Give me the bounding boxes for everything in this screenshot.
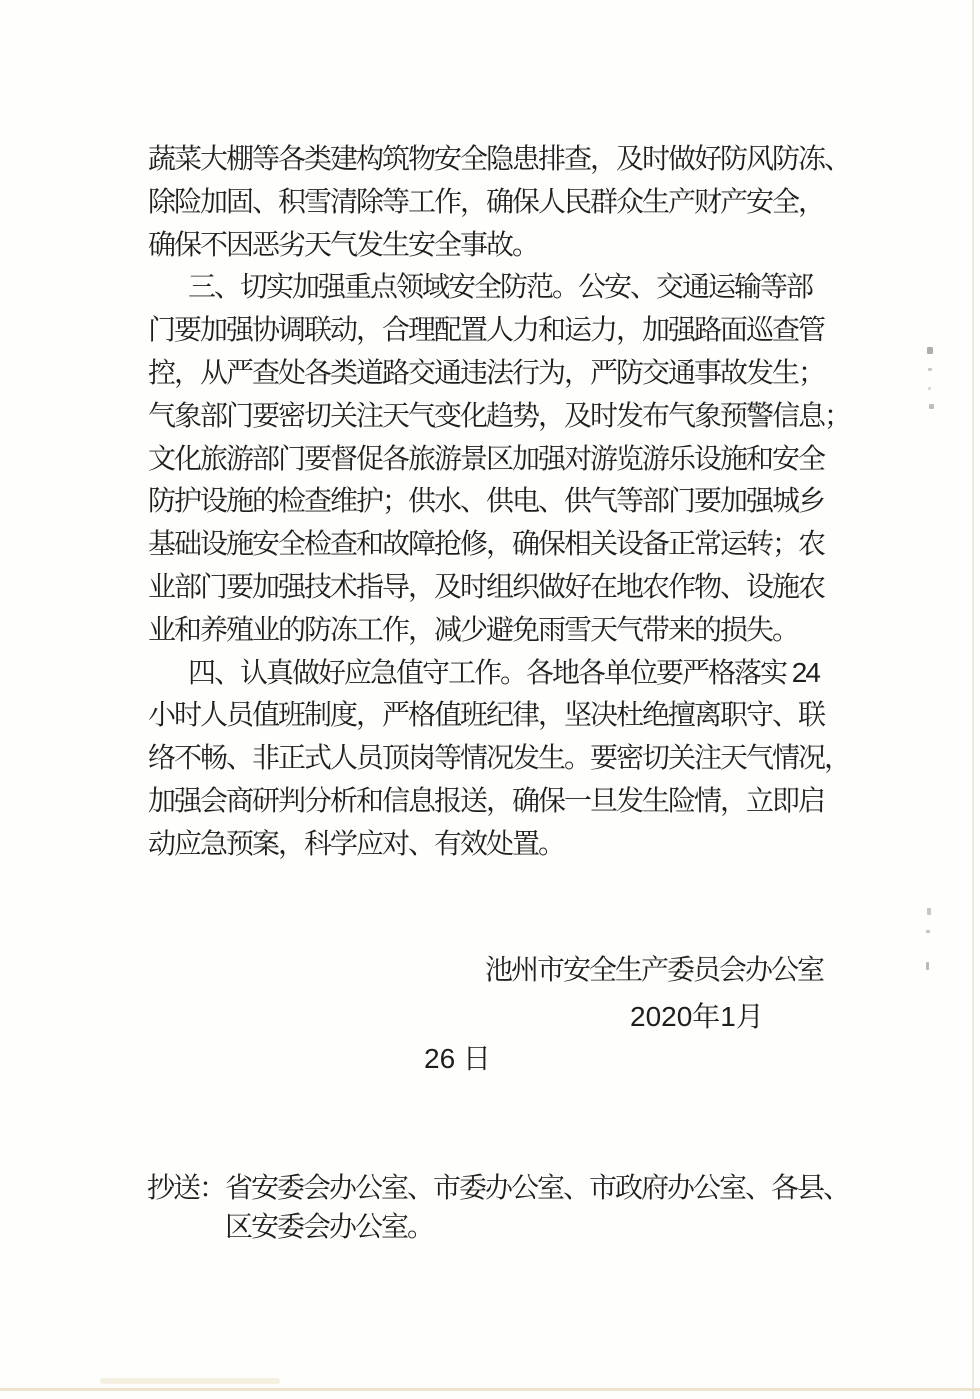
scan-speck [927, 908, 931, 915]
text-line: 小时人员值班制度，严格值班纪律，坚决杜绝擅离职守、联 [148, 699, 825, 731]
document-body [148, 138, 854, 866]
paragraph-section-4 [148, 652, 854, 866]
paragraph-continuation [148, 138, 854, 266]
signature-date-year-month: 2020年1月 [630, 1001, 764, 1032]
signature-date-day: 26 日 [424, 1043, 491, 1074]
scan-speck [928, 387, 931, 390]
text-line: 气象部门要密切关注天气变化趋势，及时发布气象预警信息； [148, 399, 851, 431]
page-edge-vertical-line [972, 0, 974, 1399]
paragraph-section-3 [148, 266, 854, 651]
scan-speck [926, 930, 930, 933]
text-line: 确保不因恶劣天气发生安全事故。 [148, 228, 539, 260]
scan-speck [929, 404, 934, 409]
text-line: 加强会商研判分析和信息报送，确保一旦发生险情，立即启 [148, 784, 825, 816]
text-line: 业和养殖业的防冻工作，减少避免雨雪天气带来的损失。 [148, 613, 799, 645]
text-line: 蔬菜大棚等各类建构筑物安全隐患排查，及时做好防风防冻、 [148, 143, 851, 174]
text-line: 防护设施的检查维护；供水、供电、供气等部门要加强城乡 [148, 485, 825, 517]
scan-smudge [100, 1378, 280, 1384]
text-line: 门要加强协调联动，合理配置人力和运力，加强路面巡查管 [148, 314, 825, 346]
cc-line-1: 抄送：省安委会办公室、市委办公室、市政府办公室、各县、 [147, 1172, 850, 1203]
text-line: 除险加固、积雪清除等工作，确保人民群众生产财产安全， [148, 185, 825, 217]
text-line: 络不畅、非正式人员顶岗等情况发生。要密切关注天气情况， [148, 742, 851, 774]
text-line: 动应急预案，科学应对、有效处置。 [148, 827, 565, 859]
page-edge-bottom-line [0, 1388, 980, 1391]
text-line: 文化旅游部门要督促各旅游景区加强对游览游乐设施和安全 [148, 442, 825, 474]
cc-line-2: 区安委会办公室。 [225, 1211, 434, 1242]
text-line: 四、认真做好应急值守工作。各地各单位要严格落实 24 [188, 656, 819, 688]
text-line: 基础设施安全检查和故障抢修，确保相关设备正常运转；农 [148, 528, 825, 560]
scan-speck [926, 962, 929, 970]
scan-speck [927, 347, 933, 354]
text-line: 三、切实加强重点领域安全防范。公安、交通运输等部 [188, 271, 813, 303]
text-line: 控，从严查处各类道路交通违法行为，严防交通事故发生； [148, 356, 825, 388]
scan-speck [928, 368, 932, 371]
text-line: 业部门要加强技术指导，及时组织做好在地农作物、设施农 [148, 570, 825, 602]
signature-org: 池州市安全生产委员会办公室 [485, 954, 824, 985]
